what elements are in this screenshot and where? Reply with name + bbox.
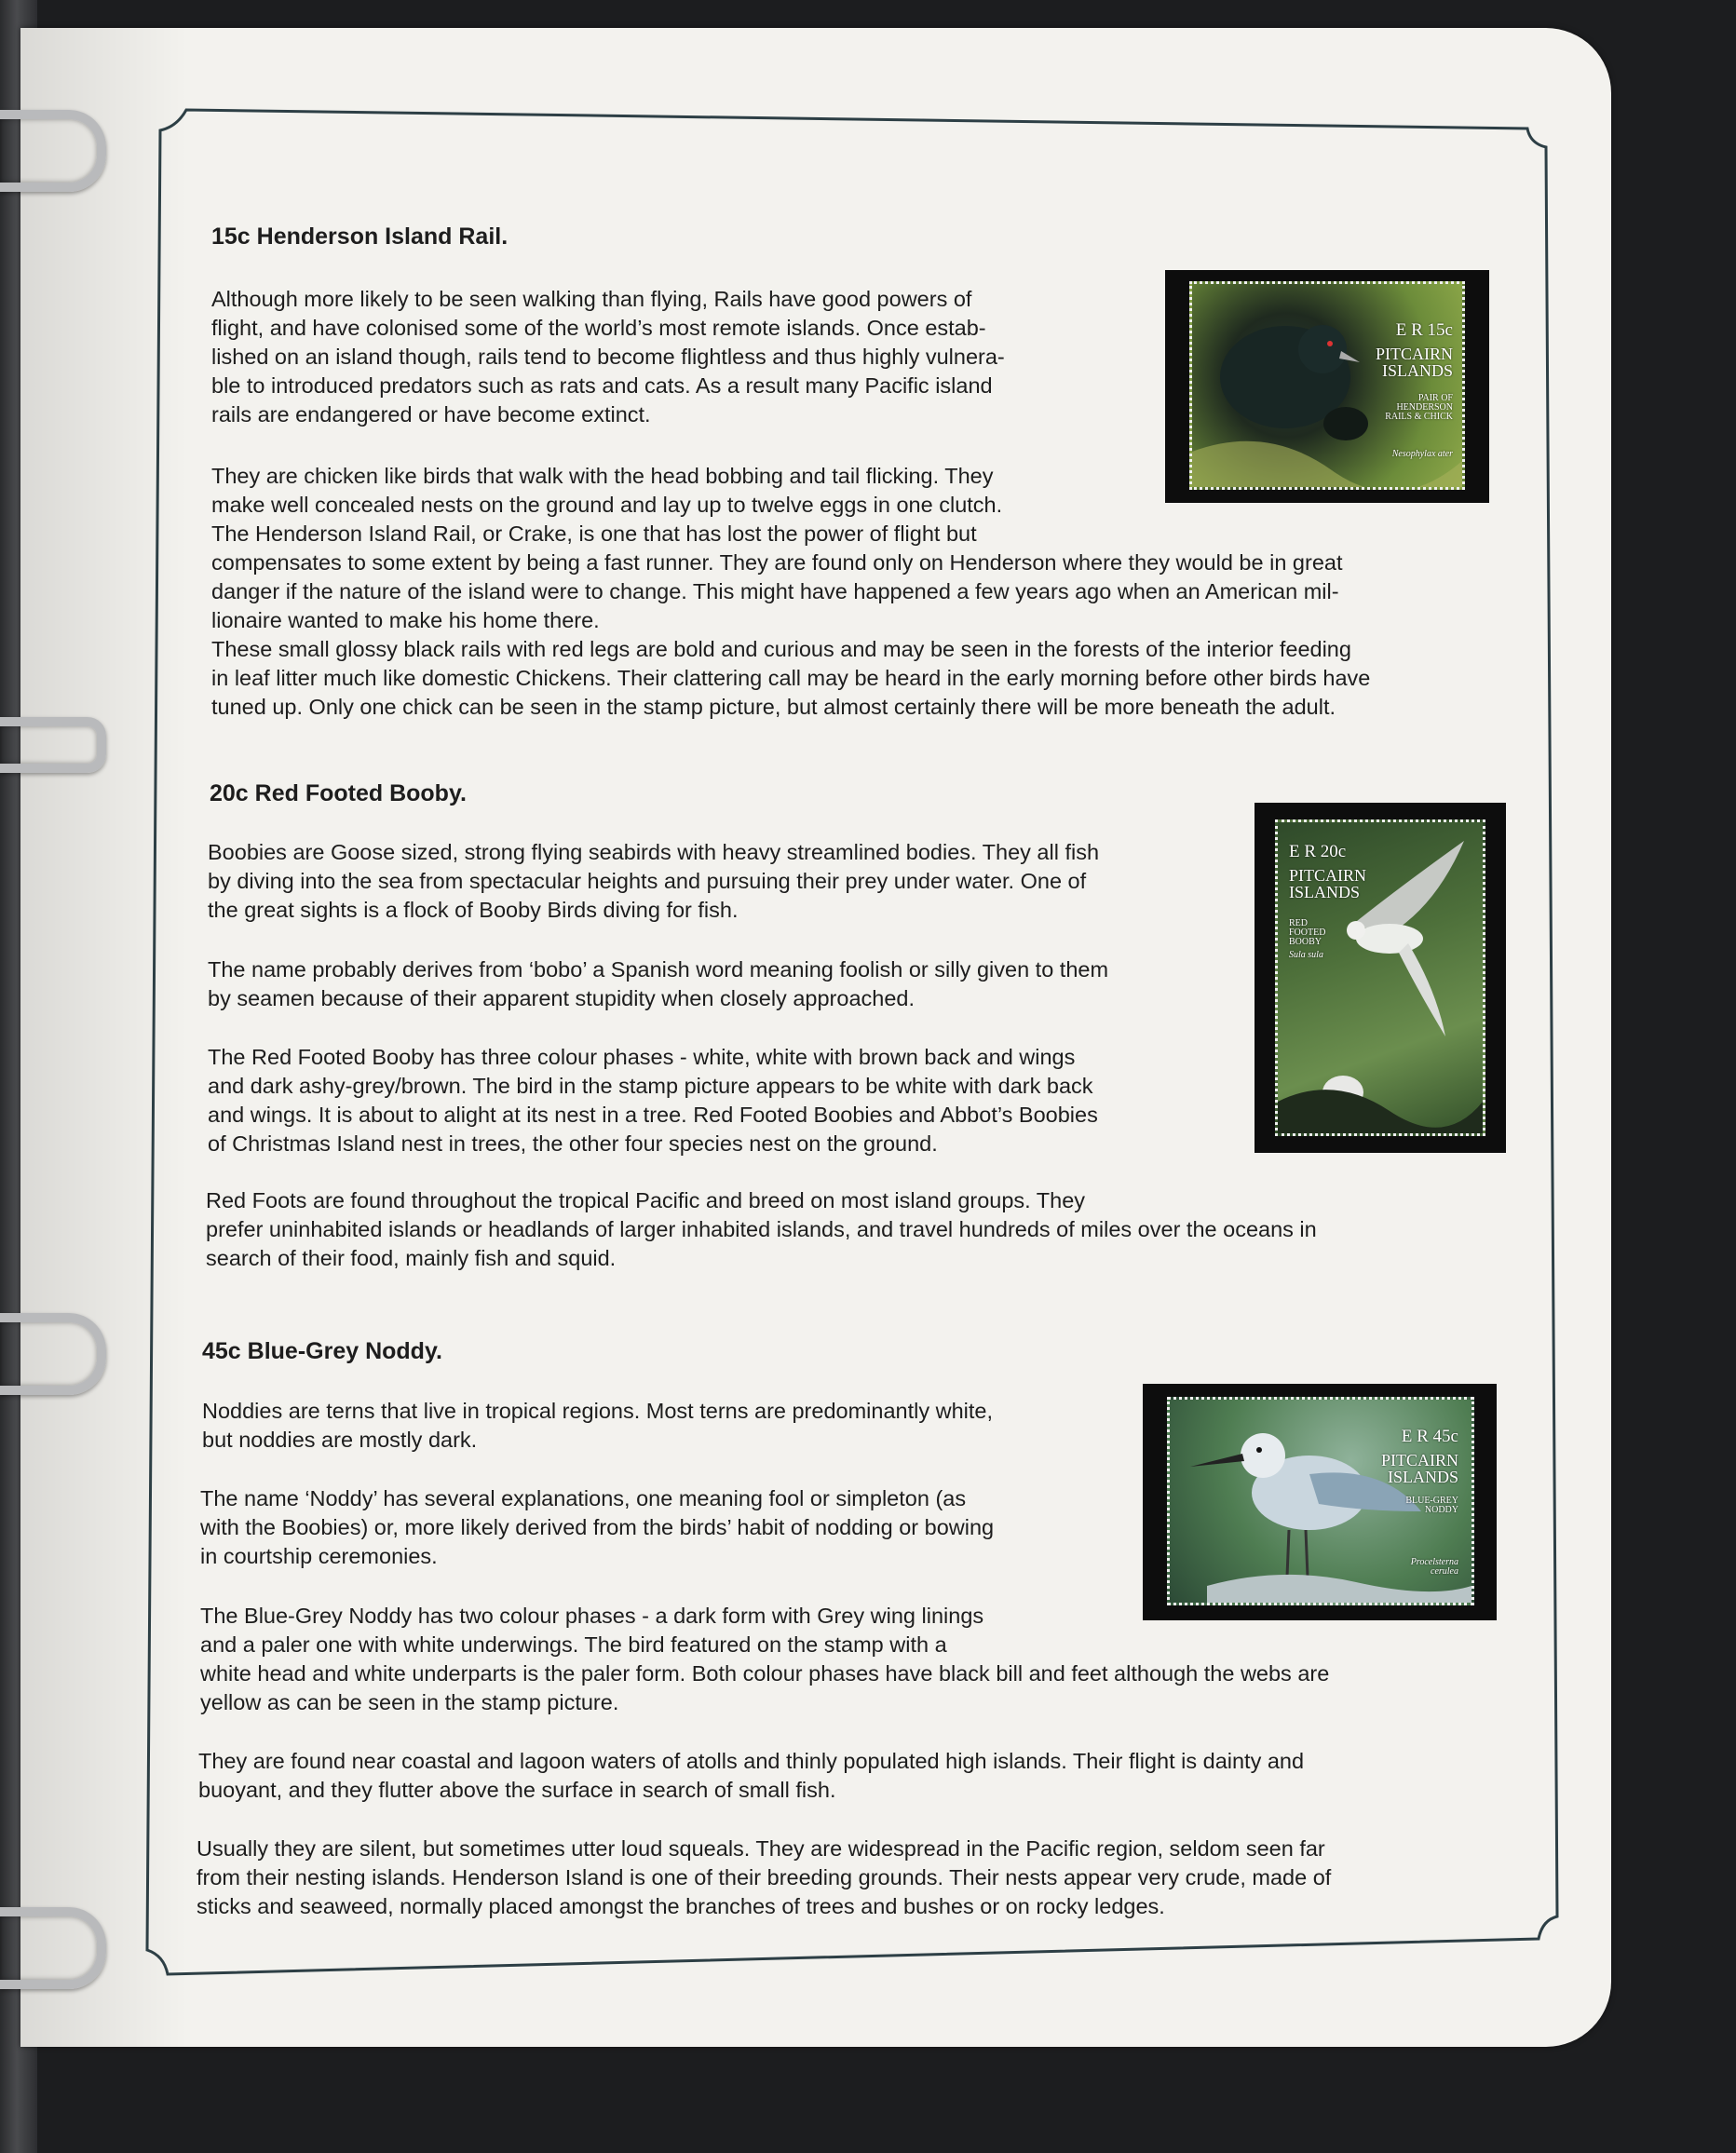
stamp-noddy-caption: BLUE-GREY NODDY [1405, 1496, 1458, 1515]
noddy-paragraph-4: They are found near coastal and lagoon waters of atolls and thinly populated high islands. Their flight is dainty and buoyant, and they flutter above the surface in search of small fish. [198, 1749, 1305, 1802]
noddy-paragraph-2: The name ‘Noddy’ has several explanations, one meaning fool or simpleton (as with the Boobies) or, more likely derived from the birds’ habit of nodding or bowing in courtship ceremonies. [200, 1486, 995, 1568]
stamp-mount-rail [1165, 270, 1489, 503]
rail-paragraph-2: They are chicken like birds that walk with the head bobbing and tail flicking. They make well concealed nests on the ground and lay up to twelve eggs in one clutch. The Henderson Island Rail, or Crake, is one that has lost the power of flight but compensates to some extent by being a fast runner. They are found only on Henderson where they would be in great danger if the nature of the island were to change. This might have happened a few years ago when an American mil- lionaire wanted to make his home there. These small glossy black rails with red legs are bold and curious and may be seen in the forests of the interior feeding in leaf litter much like domestic Chickens. Their clattering call may be heard in the early morning before other birds have tuned up. Only one chick can be seen in the stamp picture, but almost certainly there will be more beneath the adult. [211, 464, 1371, 719]
stamp-booby-caption: RED FOOTED BOOBY [1289, 918, 1326, 947]
stamp-booby-value: E R 20c [1289, 842, 1347, 861]
stamp-booby-latin: Sula sula [1289, 950, 1323, 960]
noddy-paragraph-5: Usually they are silent, but sometimes utter loud squeals. They are widespread in the Pacific region, seldom seen far from their nesting islands. Henderson Island is one of their breeding grounds. Their nests appear very crude, made of sticks and seaweed, normally placed amongst the branches of trees and bushes or on rocky ledges. [197, 1836, 1332, 1918]
section-heading-noddy: 45c Blue-Grey Noddy. [202, 1338, 442, 1364]
booby-paragraph-1: Boobies are Goose sized, strong flying seabirds with heavy streamlined bodies. They all fish by diving into the sea from spectacular heights and pursuing their prey under water. One of the great sights is a flock of Booby Birds diving for fish. [208, 840, 1100, 922]
stamp-mount-noddy [1143, 1384, 1497, 1620]
section-heading-rail: 15c Henderson Island Rail. [211, 223, 509, 250]
stamp-rail-country: PITCAIRN ISLANDS [1375, 345, 1453, 380]
stamp-rail-caption: PAIR OF HENDERSON RAILS & CHICK [1385, 393, 1453, 422]
stamp-noddy [1167, 1397, 1474, 1605]
stamp-rail-latin: Nesophylax ater [1391, 449, 1453, 459]
rail-paragraph-1: Although more likely to be seen walking than flying, Rails have good powers of flight, and have colonised some of the world’s most remote islands. Once estab- lished on an island though, rails tend to become flightless and thus highly vulnera- ble to introduced predators such as rats and cats. As a result many Pacific island rails are endangered or have become extinct. [211, 287, 1005, 427]
section-heading-booby: 20c Red Footed Booby. [210, 780, 467, 806]
stamp-noddy-latin: Procelsterna cerulea [1410, 1557, 1458, 1577]
stamp-booby [1275, 819, 1485, 1136]
stamp-booby-country: PITCAIRN ISLANDS [1289, 866, 1367, 901]
noddy-paragraph-1: Noddies are terns that live in tropical regions. Most terns are predominantly white, but noddies are mostly dark. [202, 1399, 994, 1452]
stamp-rail-value: E R 15c [1395, 320, 1453, 340]
stamp-rail [1189, 281, 1465, 490]
noddy-paragraph-3: The Blue-Grey Noddy has two colour phases - a dark form with Grey wing linings and a paler one with white underwings. The bird featured on the stamp with a white head and white underparts is the paler form. Both colour phases have black bill and feet although the webs are yellow as can be seen in the stamp picture. [200, 1604, 1330, 1714]
stamp-noddy-country: PITCAIRN ISLANDS [1380, 1451, 1458, 1486]
booby-paragraph-4: Red Foots are found throughout the tropical Pacific and breed on most island groups. They prefer uninhabited islands or headlands of larger inhabited islands, and travel hundreds of miles over the oceans in search of their food, mainly fish and squid. [206, 1188, 1317, 1270]
stamp-noddy-value: E R 45c [1401, 1427, 1458, 1446]
booby-paragraph-2: The name probably derives from ‘bobo’ a Spanish word meaning foolish or silly given to them by seamen because of their apparent stupidity when closely approached. [208, 957, 1109, 1010]
stamp-mount-booby [1255, 803, 1506, 1153]
booby-paragraph-3: The Red Footed Booby has three colour phases - white, white with brown back and wings and dark ashy-grey/brown. The bird in the stamp picture appears to be white with dark back and wings. It is about to alight at its nest in a tree. Red Footed Boobies and Abbot’s Boobies of Christmas Island nest in trees, the other four species nest on the ground. [208, 1045, 1098, 1156]
